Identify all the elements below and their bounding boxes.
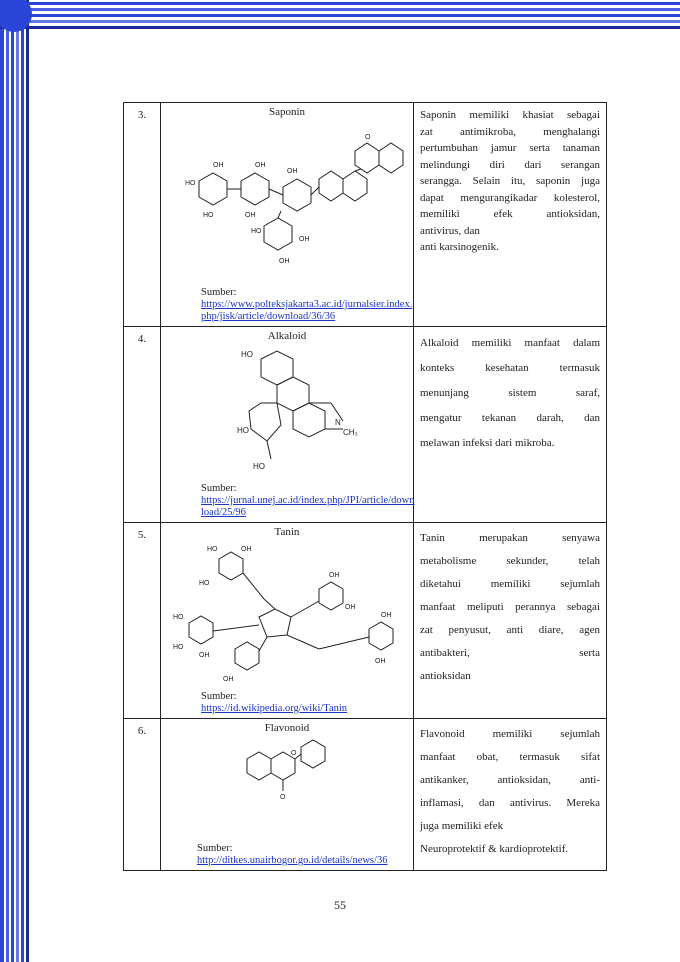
source-label: Sumber:	[201, 483, 237, 494]
table-row	[124, 523, 607, 719]
row-number: 5.	[124, 523, 161, 719]
svg-text:HO: HO	[253, 462, 265, 471]
alkaloid-structure-image	[231, 345, 361, 475]
tanin-structure-image	[169, 539, 409, 689]
svg-text:OH: OH	[381, 612, 392, 619]
description-cell	[414, 523, 607, 719]
source-label: Sumber:	[197, 843, 233, 854]
desc-line: diketahui memiliki sejumlah	[420, 578, 600, 590]
svg-text:OH: OH	[287, 168, 298, 175]
table-row	[124, 719, 607, 871]
row-number: 4.	[124, 327, 161, 523]
source-link[interactable]: https://id.wikipedia.org/wiki/Tanin	[201, 703, 348, 714]
svg-text:O: O	[365, 134, 371, 141]
row-number: 6.	[124, 719, 161, 871]
source-link[interactable]: http://ditkes.unairbogor.go.id/details/news/36	[197, 855, 388, 866]
row-number: 3.	[124, 103, 161, 327]
desc-line: anti karsinogenik.	[420, 241, 499, 253]
desc-line: konteks kesehatan termasuk	[420, 362, 600, 374]
svg-text:HO: HO	[173, 614, 184, 621]
desc-line: manfaat obat, termasuk sifat	[420, 751, 600, 763]
source-label: Sumber:	[201, 287, 237, 298]
svg-text:OH: OH	[279, 258, 290, 265]
desc-line: serangga. Selain itu, saponin juga	[420, 175, 600, 187]
desc-line: pertumbuhan jamur serta tanaman	[420, 142, 600, 154]
svg-text:HO: HO	[185, 180, 196, 187]
svg-text:HO: HO	[207, 546, 218, 553]
page-number: 55	[334, 898, 346, 912]
desc-line: manfaat meliputi perannya sebagai	[420, 601, 600, 613]
svg-text:O: O	[280, 794, 286, 801]
desc-line: inflamasi, dan antivirus. Mereka	[420, 797, 600, 809]
structure-cell	[161, 103, 414, 327]
desc-line: melindungi diri dari serangan	[420, 158, 600, 171]
source-citation	[201, 483, 416, 519]
desc-line: Neuroprotektif & kardioprotektif.	[420, 843, 569, 855]
description-cell	[414, 103, 607, 327]
desc-line: zat penyusut, anti diare, agen	[420, 624, 600, 636]
svg-text:HO: HO	[241, 350, 253, 359]
svg-text:OH: OH	[375, 658, 386, 665]
structure-cell	[161, 523, 414, 719]
desc-line: Alkaloid memiliki manfaat dalam	[420, 337, 600, 349]
svg-text:HO: HO	[199, 580, 210, 587]
desc-line: Saponin memiliki khasiat sebagai	[420, 109, 600, 121]
description-cell	[414, 719, 607, 871]
desc-line: menunjang sistem saraf,	[420, 387, 600, 399]
svg-text:OH: OH	[299, 236, 310, 243]
structure-cell	[161, 327, 414, 523]
desc-line: juga memiliki efek	[420, 820, 504, 832]
source-citation	[201, 691, 416, 715]
svg-text:HO: HO	[173, 644, 184, 651]
svg-text:OH: OH	[245, 212, 256, 219]
desc-line: antioksidan	[420, 670, 471, 682]
left-border-stripes	[0, 0, 32, 962]
source-citation	[201, 287, 416, 323]
structure-cell	[161, 719, 414, 871]
svg-text:HO: HO	[237, 426, 249, 435]
compound-table	[123, 102, 607, 871]
source-citation	[197, 843, 412, 867]
compound-name: Saponin	[268, 106, 306, 118]
svg-text:OH: OH	[241, 546, 252, 553]
svg-text:HO: HO	[251, 228, 262, 235]
desc-line: melawan infeksi dari mikroba.	[420, 437, 555, 449]
compound-name: Flavonoid	[264, 722, 310, 734]
source-label: Sumber:	[201, 691, 237, 702]
desc-line: Flavonoid memiliki sejumlah	[420, 728, 600, 740]
description-cell	[414, 327, 607, 523]
desc-line: mengatur tekanan darah, dan	[420, 412, 600, 424]
svg-text:OH: OH	[213, 162, 224, 169]
desc-line: metabolisme sekunder, telah	[420, 555, 600, 567]
svg-text:OH: OH	[255, 162, 266, 169]
svg-text:OH: OH	[199, 652, 210, 659]
corner-ornament	[0, 0, 40, 40]
top-border-stripes	[0, 0, 680, 34]
compound-name: Tanin	[274, 526, 300, 538]
source-link[interactable]: https://jurnal.unej.ac.id/index.php/JPI/article/download/25/96	[201, 495, 415, 518]
svg-text:O: O	[291, 750, 297, 757]
desc-line: Tanin merupakan senyawa	[420, 532, 600, 544]
desc-line: antivirus, dan	[420, 224, 480, 237]
svg-text:N: N	[335, 418, 341, 427]
svg-text:HO: HO	[203, 212, 214, 219]
desc-line: antikanker, antioksidan, anti-	[420, 774, 600, 786]
source-link[interactable]: https://www.polteksjakarta3.ac.id/jurnalsier.index.php/jisk/article/download/36/36	[201, 299, 413, 322]
flavonoid-structure-image	[241, 737, 331, 807]
desc-line: zat antimikroba, menghalangi	[420, 125, 600, 138]
svg-text:OH: OH	[223, 676, 234, 683]
table-row	[124, 327, 607, 523]
desc-line: dapat mengurangikadar kolesterol,	[420, 191, 600, 204]
desc-line: antibakteri, serta	[420, 647, 600, 659]
svg-text:CH₃: CH₃	[343, 428, 358, 437]
svg-text:OH: OH	[345, 604, 356, 611]
compound-name: Alkaloid	[267, 330, 307, 342]
saponin-structure-image	[169, 121, 409, 271]
svg-text:OH: OH	[329, 572, 340, 579]
desc-line: memiliki efek antioksidan,	[420, 208, 600, 220]
table-row	[124, 103, 607, 327]
